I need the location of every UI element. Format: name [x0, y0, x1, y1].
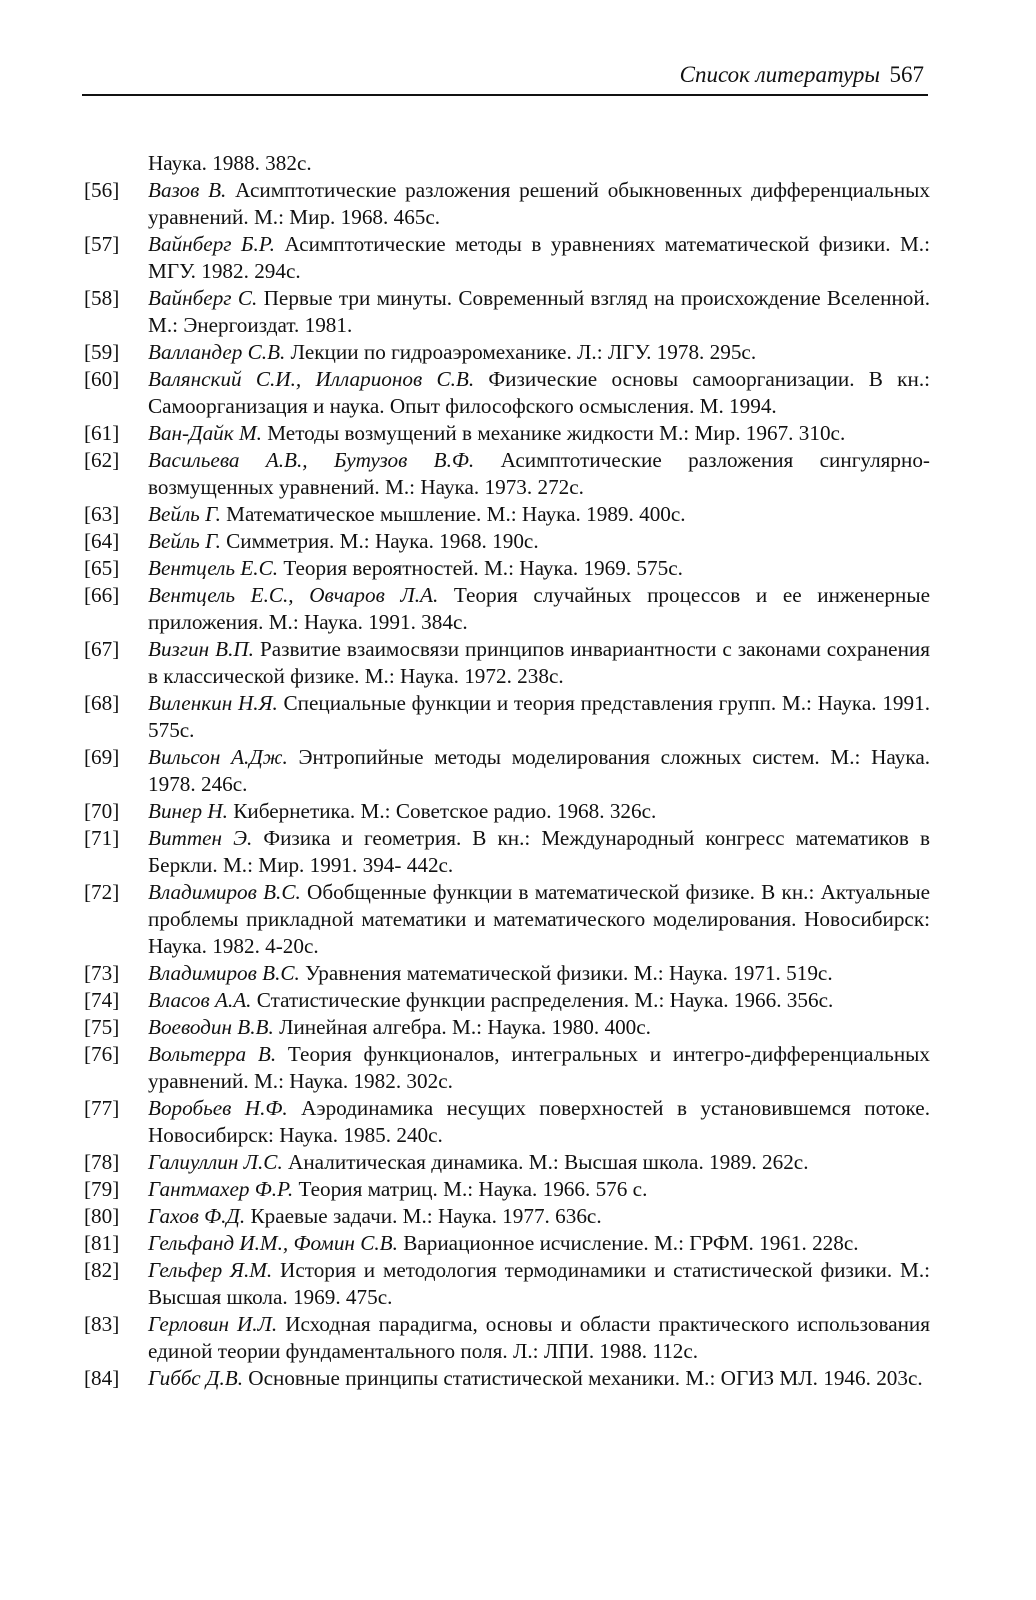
entry-author: Виттен Э. [148, 826, 253, 850]
bibliography-entry [84, 1041, 930, 1095]
page-header [82, 58, 928, 96]
running-title: Список литературы [679, 62, 880, 87]
bibliography-entry [84, 1365, 930, 1392]
entry-number: [69] [84, 745, 120, 769]
entry-number: [79] [84, 1177, 120, 1201]
bibliography-entry [84, 501, 930, 528]
entry-author: Галиуллин Л.С. [148, 1150, 283, 1174]
entry-author: Вейль Г. [148, 502, 221, 526]
bibliography-entry [84, 636, 930, 690]
entry-number: [78] [84, 1150, 120, 1174]
bibliography-entry [84, 1014, 930, 1041]
entry-text: Асимптотические методы в уравнениях математической физики. М.: МГУ. 1982. 294с. [148, 232, 930, 283]
entry-author: Вайнберг Б.Р. [148, 232, 275, 256]
entry-author: Воробьев Н.Ф. [148, 1096, 288, 1120]
entry-author: Владимиров В.С. [148, 880, 301, 904]
entry-text: Энтропийные методы моделирования сложных систем. М.: Наука. 1978. 246с. [148, 745, 931, 796]
entry-number: [59] [84, 340, 120, 364]
entry-author: Гельфанд И.М., Фомин С.В. [148, 1231, 398, 1255]
bibliography-entry [84, 447, 930, 501]
entry-text: Исходная парадигма, основы и области практического использования единой теории фундаментального поля. Л.: ЛПИ. 1988. 112с. [148, 1312, 931, 1363]
bibliography-entry [84, 1311, 930, 1365]
entry-text: История и методология термодинамики и статистической физики. М.: Высшая школа. 1969. 475с. [148, 1258, 930, 1309]
entry-text: Физика и геометрия. В кн.: Международный конгресс математиков в Беркли. М.: Мир. 1991. 394- 442с. [148, 826, 930, 877]
entry-text: Аэродинамика несущих поверхностей в установившемся потоке. Новосибирск: Наука. 1985. 240с. [148, 1096, 931, 1147]
entry-number: [64] [84, 529, 120, 553]
entry-text: Физические основы самоорганизации. В кн.: Самоорганизация и наука. Опыт философского осмысления. М. 1994. [148, 367, 931, 418]
entry-author: Ван-Дайк М. [148, 421, 262, 445]
bibliography-entry [84, 987, 930, 1014]
bibliography-entry [84, 177, 930, 231]
entry-text: Теория функционалов, интегральных и интегро-дифференциальных уравнений. М.: Наука. 1982. 302с. [148, 1042, 931, 1093]
bibliography-entry [84, 879, 930, 960]
entry-text: Теория случайных процессов и ее инженерные приложения. М.: Наука. 1991. 384с. [148, 583, 930, 634]
entry-number: [71] [84, 826, 120, 850]
entry-author: Гантмахер Ф.Р. [148, 1177, 294, 1201]
bibliography-entry [84, 339, 930, 366]
entry-text: Уравнения математической физики. М.: Наука. 1971. 519с. [305, 961, 833, 985]
entry-author: Гахов Ф.Д. [148, 1204, 246, 1228]
entry-number: [61] [84, 421, 120, 445]
entry-author: Владимиров В.С. [148, 961, 300, 985]
entry-text: Лекции по гидроаэромеханике. Л.: ЛГУ. 1978. 295с. [290, 340, 757, 364]
entry-number: [83] [84, 1312, 120, 1336]
entry-number: [65] [84, 556, 120, 580]
bibliography-list [84, 150, 930, 1392]
bibliography-entry [84, 1176, 930, 1203]
entry-text: Первые три минуты. Современный взгляд на происхождение Вселенной. М.: Энергоиздат. 1981. [148, 286, 931, 337]
entry-number: [82] [84, 1258, 120, 1282]
entry-author: Гельфер Я.М. [148, 1258, 273, 1282]
entry-number: [77] [84, 1096, 120, 1120]
entry-author: Власов А.А. [148, 988, 252, 1012]
entries-container [84, 177, 930, 1392]
continued-entry-text: Наука. 1988. 382с. [148, 151, 312, 175]
entry-number: [66] [84, 583, 120, 607]
entry-text: Теория матриц. М.: Наука. 1966. 576 с. [298, 1177, 648, 1201]
entry-author: Воеводин В.В. [148, 1015, 274, 1039]
bibliography-entry [84, 1203, 930, 1230]
entry-number: [56] [84, 178, 120, 202]
entry-number: [74] [84, 988, 120, 1012]
bibliography-entry [84, 231, 930, 285]
entry-number: [80] [84, 1204, 120, 1228]
entry-author: Валянский С.И., Илларионов С.В. [148, 367, 475, 391]
bibliography-entry [84, 1149, 930, 1176]
entry-author: Валландер С.В. [148, 340, 286, 364]
entry-author: Гиббс Д.В. [148, 1366, 243, 1390]
entry-author: Виленкин Н.Я. [148, 691, 278, 715]
entry-text: Асимптотические разложения решений обыкновенных дифференциальных уравнений. М.: Мир. 1968. 465с. [148, 178, 930, 229]
entry-author: Визгин В.П. [148, 637, 254, 661]
entry-text: Симметрия. М.: Наука. 1968. 190с. [226, 529, 539, 553]
bibliography-entry [84, 825, 930, 879]
page-number: 567 [889, 62, 924, 87]
bibliography-entry [84, 285, 930, 339]
bibliography-entry [84, 798, 930, 825]
entry-text: Теория вероятностей. М.: Наука. 1969. 575с. [283, 556, 683, 580]
entry-text: Методы возмущений в механике жидкости М.: Мир. 1967. 310с. [267, 421, 846, 445]
bibliography-entry [84, 1257, 930, 1311]
entry-text: Математическое мышление. М.: Наука. 1989. 400с. [226, 502, 686, 526]
entry-number: [72] [84, 880, 120, 904]
entry-number: [70] [84, 799, 120, 823]
bibliography-entry [84, 420, 930, 447]
entry-text: Обобщенные функции в математической физике. В кн.: Актуальные проблемы прикладной математики и математического моделирования. Новосибирск: Наука. 1982. 4-20с. [148, 880, 931, 958]
entry-number: [60] [84, 367, 120, 391]
entry-author: Герловин И.Л. [148, 1312, 278, 1336]
entry-author: Васильева А.В., Бутузов В.Ф. [148, 448, 475, 472]
entry-number: [68] [84, 691, 120, 715]
entry-number: [73] [84, 961, 120, 985]
entry-text: Основные принципы статистической механики. М.: ОГИЗ МЛ. 1946. 203с. [248, 1366, 923, 1390]
entry-number: [58] [84, 286, 120, 310]
entry-text: Кибернетика. М.: Советское радио. 1968. 326с. [233, 799, 657, 823]
entry-text: Краевые задачи. М.: Наука. 1977. 636с. [250, 1204, 602, 1228]
entry-number: [67] [84, 637, 120, 661]
entry-text: Линейная алгебра. М.: Наука. 1980. 400с. [279, 1015, 651, 1039]
entry-number: [75] [84, 1015, 120, 1039]
entry-number: [63] [84, 502, 120, 526]
entry-author: Вентцель Е.С. [148, 556, 279, 580]
entry-author: Вайнберг С. [148, 286, 258, 310]
entry-text: Специальные функции и теория представления групп. М.: Наука. 1991. 575с. [148, 691, 930, 742]
entry-number: [57] [84, 232, 120, 256]
bibliography-entry [84, 744, 930, 798]
bibliography-entry [84, 555, 930, 582]
entry-text: Асимптотические разложения сингулярно- возмущенных уравнений. М.: Наука. 1973. 272с. [148, 448, 930, 499]
entry-author: Вазов В. [148, 178, 227, 202]
entry-number: [84] [84, 1366, 120, 1390]
bibliography-entry [84, 582, 930, 636]
bibliography-entry [84, 366, 930, 420]
entry-number: [81] [84, 1231, 120, 1255]
entry-author: Вильсон А.Дж. [148, 745, 288, 769]
bibliography-entry [84, 690, 930, 744]
entry-text: Статистические функции распределения. М.: Наука. 1966. 356с. [256, 988, 834, 1012]
bibliography-entry [84, 1230, 930, 1257]
entry-text: Аналитическая динамика. М.: Высшая школа. 1989. 262с. [288, 1150, 809, 1174]
entry-author: Винер Н. [148, 799, 228, 823]
entry-author: Вентцель Е.С., Овчаров Л.А. [148, 583, 439, 607]
bibliography-entry [84, 528, 930, 555]
entry-number: [62] [84, 448, 120, 472]
bibliography-entry [84, 960, 930, 987]
entry-text: Развитие взаимосвязи принципов инвариантности с законами сохранения в классической физике. М.: Наука. 1972. 238с. [148, 637, 931, 688]
entry-author: Вейль Г. [148, 529, 221, 553]
entry-text: Вариационное исчисление. М.: ГРФМ. 1961. 228с. [403, 1231, 859, 1255]
entry-number: [76] [84, 1042, 120, 1066]
bibliography-entry [84, 1095, 930, 1149]
entry-author: Вольтерра В. [148, 1042, 277, 1066]
